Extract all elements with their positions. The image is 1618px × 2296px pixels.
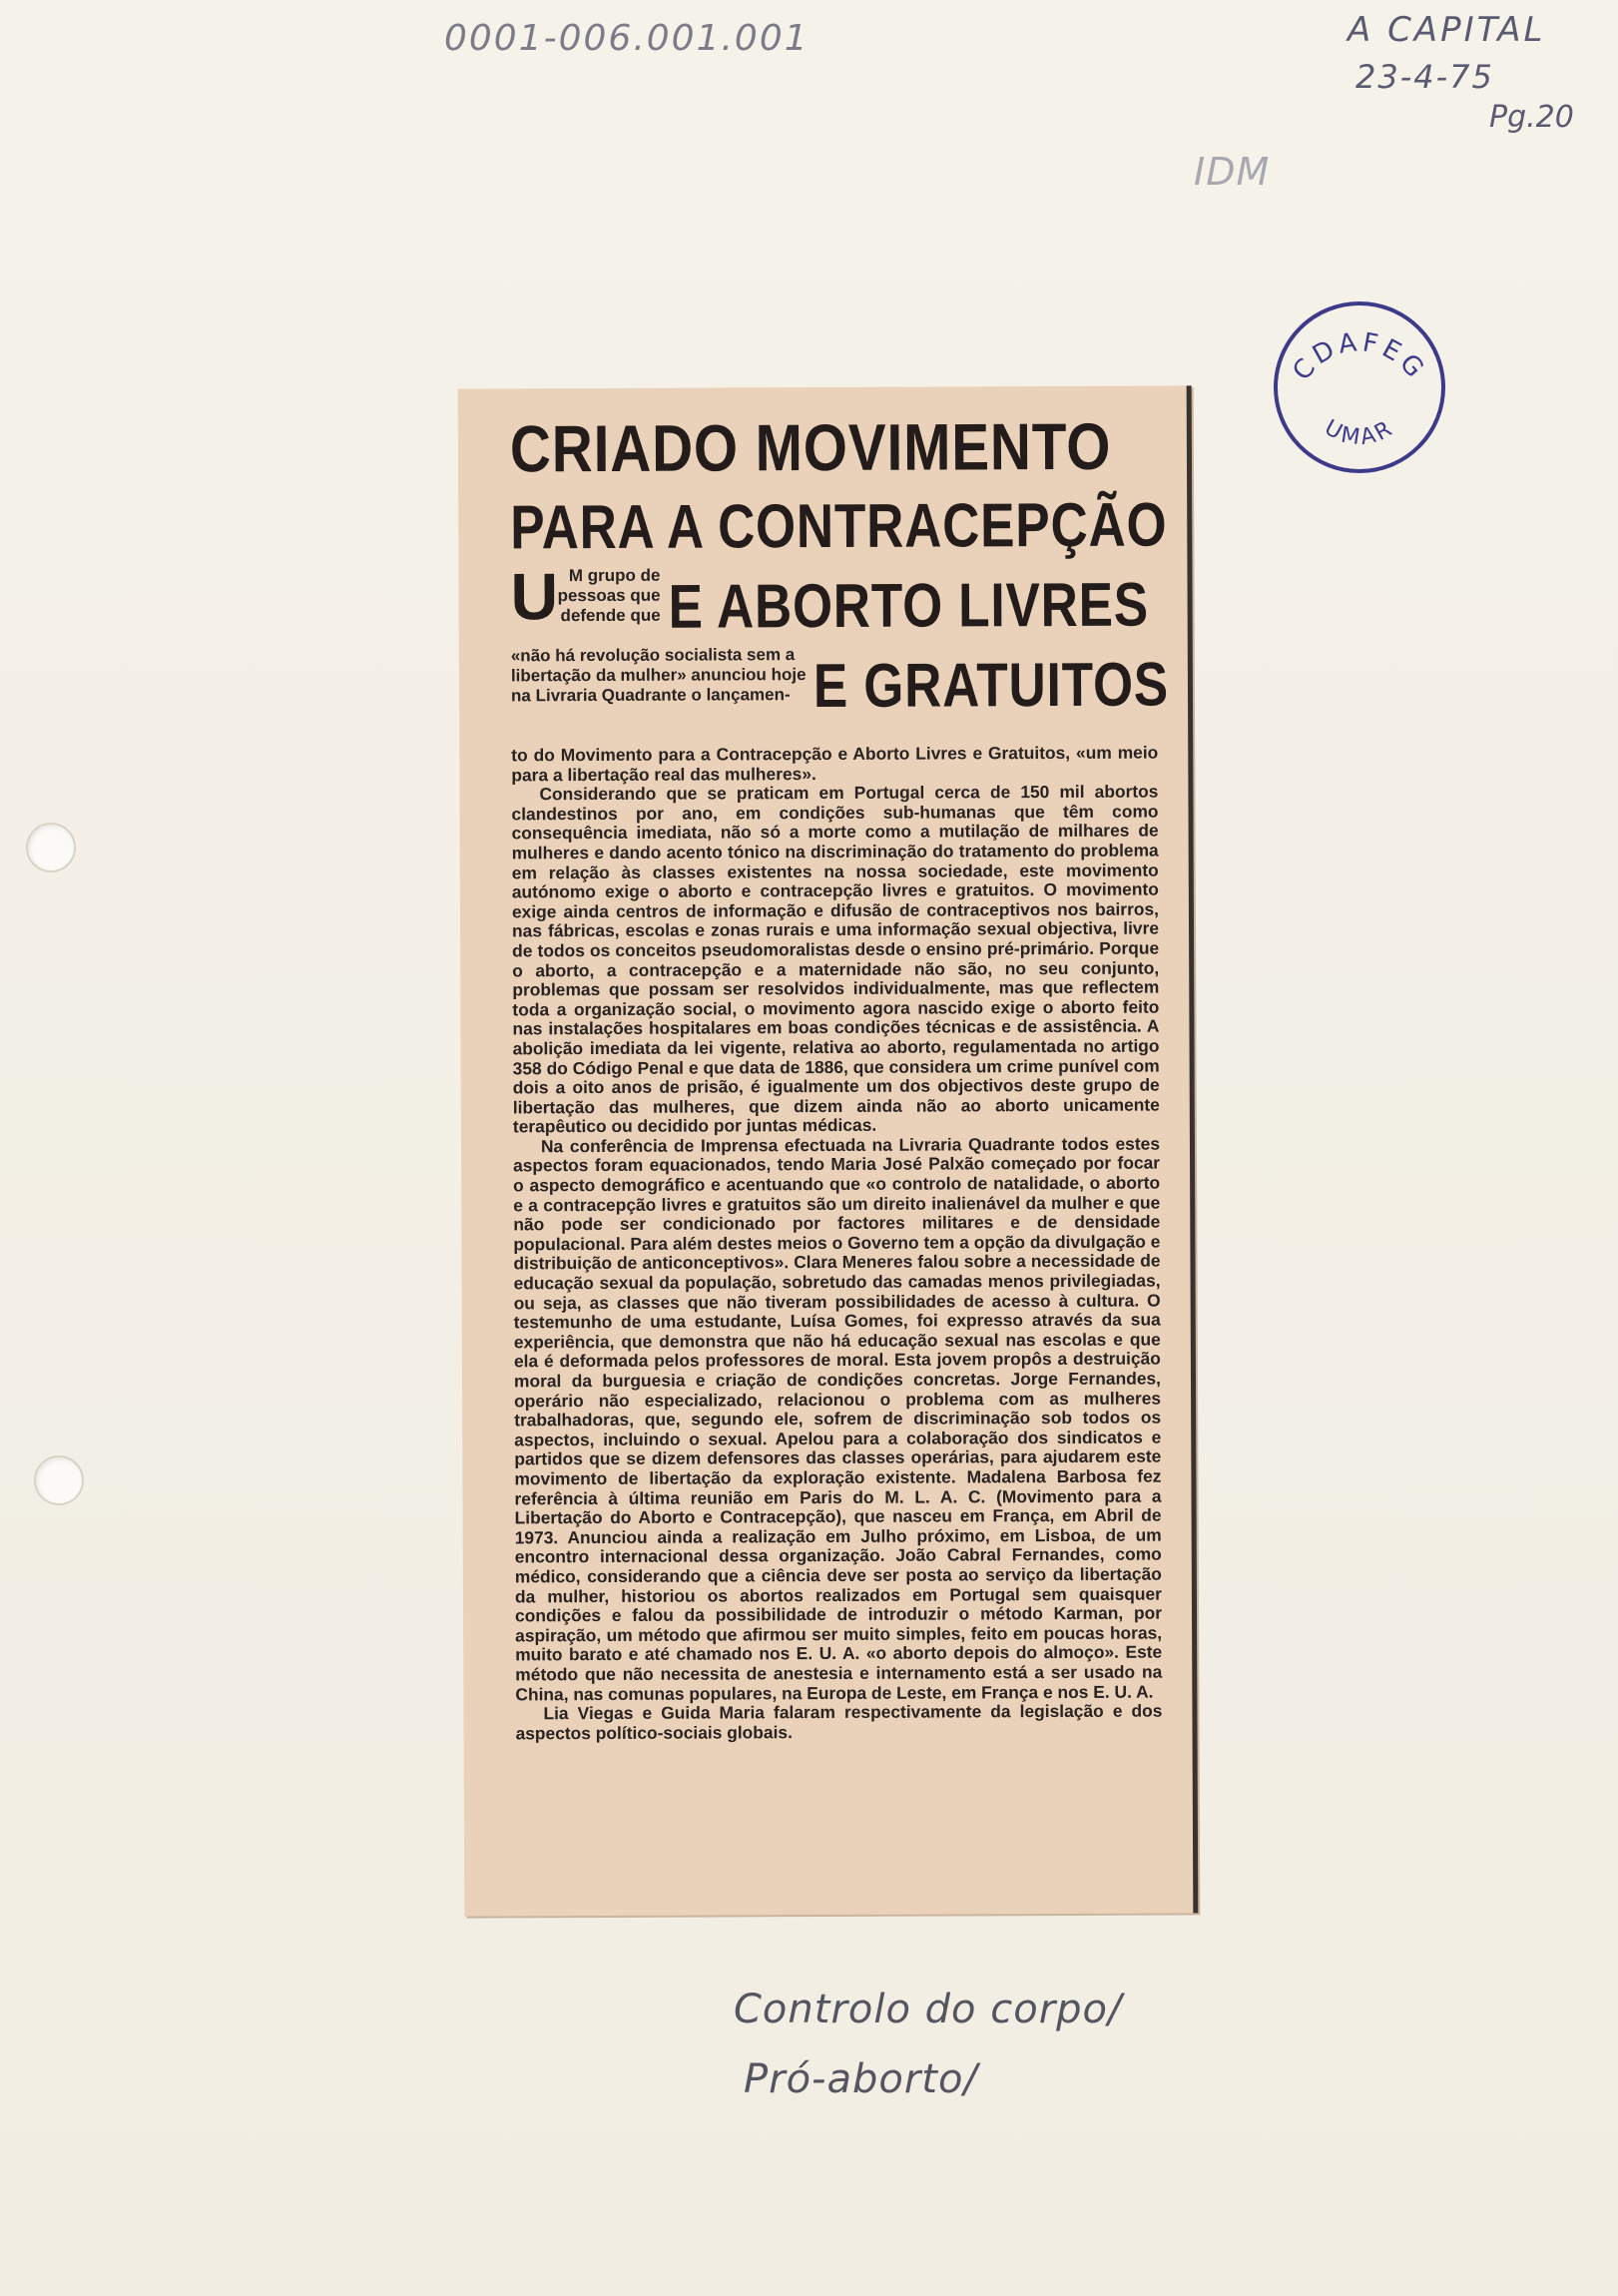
punch-hole-top xyxy=(26,823,76,872)
headline-line-1: CRIADO MOVIMENTO xyxy=(509,408,1112,486)
initials-annotation: IDM xyxy=(1194,150,1271,194)
reference-code: 0001-006.001.001 xyxy=(444,18,809,59)
punch-hole-bottom xyxy=(34,1455,84,1505)
date-annotation: 23-4-75 xyxy=(1355,58,1494,96)
paragraph: Considerando que se praticam em Portugal cerca de 150 mil abortos clandestinos por ano, em condições sub-humanas que têm como consequência imediata, não só a morte como a mutilação de milhares de mulheres e dando acento tónico na discriminação do tratamento do problema em relação às classes existentes na nossa sociedade, este movimento autónomo exige o aborto e contracepção livres e gratuitos. O movimento exige ainda centros de informação e difusão de contraceptivos nos bairros, nas fábricas, escolas e zonas rurais e uma informação sexual objectiva, livre de todos os conceitos pseudomoralistas desde o ensino pré-primário. Porque o aborto, a contracepção e a maternidade não são, no seu conjunto, problemas que possam ser resolvidos individualmente, mas que reflectem toda a organização social, o movimento agora nascido exige o aborto feito nas instalações hospitalares em boas condições técnicas e de assistência. A abolição imediata da lei vigente, relativa ao aborto, regulamentada no artigo 358 do Código Penal e que data de 1886, que considera um crime punível com dois a oito anos de prisão, é igualmente um dos objectivos deste grupo de libertação das mulheres, que dizem ainda não ao aborto unicamente terapêutico ou decidido por juntas médicas. xyxy=(511,781,1160,1137)
stamp-top-text: CDAFEG xyxy=(1287,326,1432,387)
intro-block: M grupo de pessoas que defende que xyxy=(557,565,661,626)
intro-continuation: «não há revolução socialista sem a libertação da mulher» anunciou hoje na Livraria Quadrante o lançamen- xyxy=(510,645,807,706)
cdafeg-umar-stamp xyxy=(1270,297,1449,477)
headline-line-3: E ABORTO LIVRES xyxy=(668,570,1150,642)
newspaper-clipping xyxy=(458,385,1199,1916)
paragraph: Na conferência de Imprensa efectuada na Livraria Quadrante todos estes aspectos foram equacionados, tendo Maria José Palxão começado por focar o aspecto demográfico e acentuando que «o controlo de natalidade, o aborto e a contracepção livres e gratuitos são um direito inalienável da mulher e que não pode ser condicionado por factores militares e de densidade populacional. Para além destes meios o Governo tem a opção da divulgação e distribuição de anticonceptivos». Clara Meneres falou sobre a necessidade de educação sexual da população, sobretudo das camadas menos privilegiadas, ou seja, as classes que não tiveram possibilidades de acesso à cultura. O testemunho de uma estudante, Luísa Gomes, foi expresso através da sua experiência, que demonstra que não há educação sexual nas escolas e que ela é deformada pelos professores de moral. Esta jovem propôs a destruição moral da burguesia e criação de condições concretas. Jorge Fernandes, operário não especializado, relacionou o problema com as mulheres trabalhadoras, que, segundo ele, sofrem de discriminação sob todos os aspectos, incluindo o sexual. Apelou para a colaboração dos sindicatos e partidos que se dizem defensores das classes operárias, para ajudarem este movimento de libertação da exploração existente. Madalena Barbosa fez referência à última reunião em Paris do M. L. A. C. (Movimento para a Libertação do Aborto e Contracepção), que nasceu em França, em Abril de 1973. Anunciou ainda a realização em Julho próximo, em Lisboa, de um encontro internacional dessa organização. João Cabral Fernandes, como médico, considerando que a ciência deve ser posta ao serviço da libertação da mulher, historiou os abortos realizados em Portugal sem quaisquer condições e falou da possibilidade de introduzir o método Karman, por aspiração, um método que afirmou ser muito simples, feito em poucas horas, muito barato e até chamado nos E. U. A. «o aborto depois do almoço». Este método que não necessita de anestesia e internamento está a ser usado na China, nas comunas populares, na Europa de Leste, em França e nos E. U. A. xyxy=(513,1133,1163,1704)
headline-line-4: E GRATUITOS xyxy=(812,650,1170,722)
page-annotation: Pg.20 xyxy=(1489,100,1574,135)
handwritten-note-line-1: Controlo do corpo/ xyxy=(734,1987,1123,2032)
article-body xyxy=(511,744,1162,1744)
headline-line-2: PARA A CONTRACEPÇÃO xyxy=(510,490,1168,563)
paragraph: to do Movimento para a Contracepção e Aborto Livres e Gratuitos, «um meio para a libertação real das mulheres». xyxy=(511,742,1159,785)
source-annotation: A CAPITAL xyxy=(1348,10,1546,50)
stamp-bottom-text: UMAR xyxy=(1320,415,1399,451)
paragraph: Lia Viegas e Guida Maria falaram respectivamente da legislação e dos aspectos político-sociais globais. xyxy=(515,1700,1163,1744)
handwritten-note-line-2: Pró-aborto/ xyxy=(744,2056,978,2102)
svg-text:CDAFEG xyxy=(1287,327,1431,386)
svg-text:UMAR xyxy=(1321,415,1399,450)
drop-cap: U xyxy=(510,559,559,634)
